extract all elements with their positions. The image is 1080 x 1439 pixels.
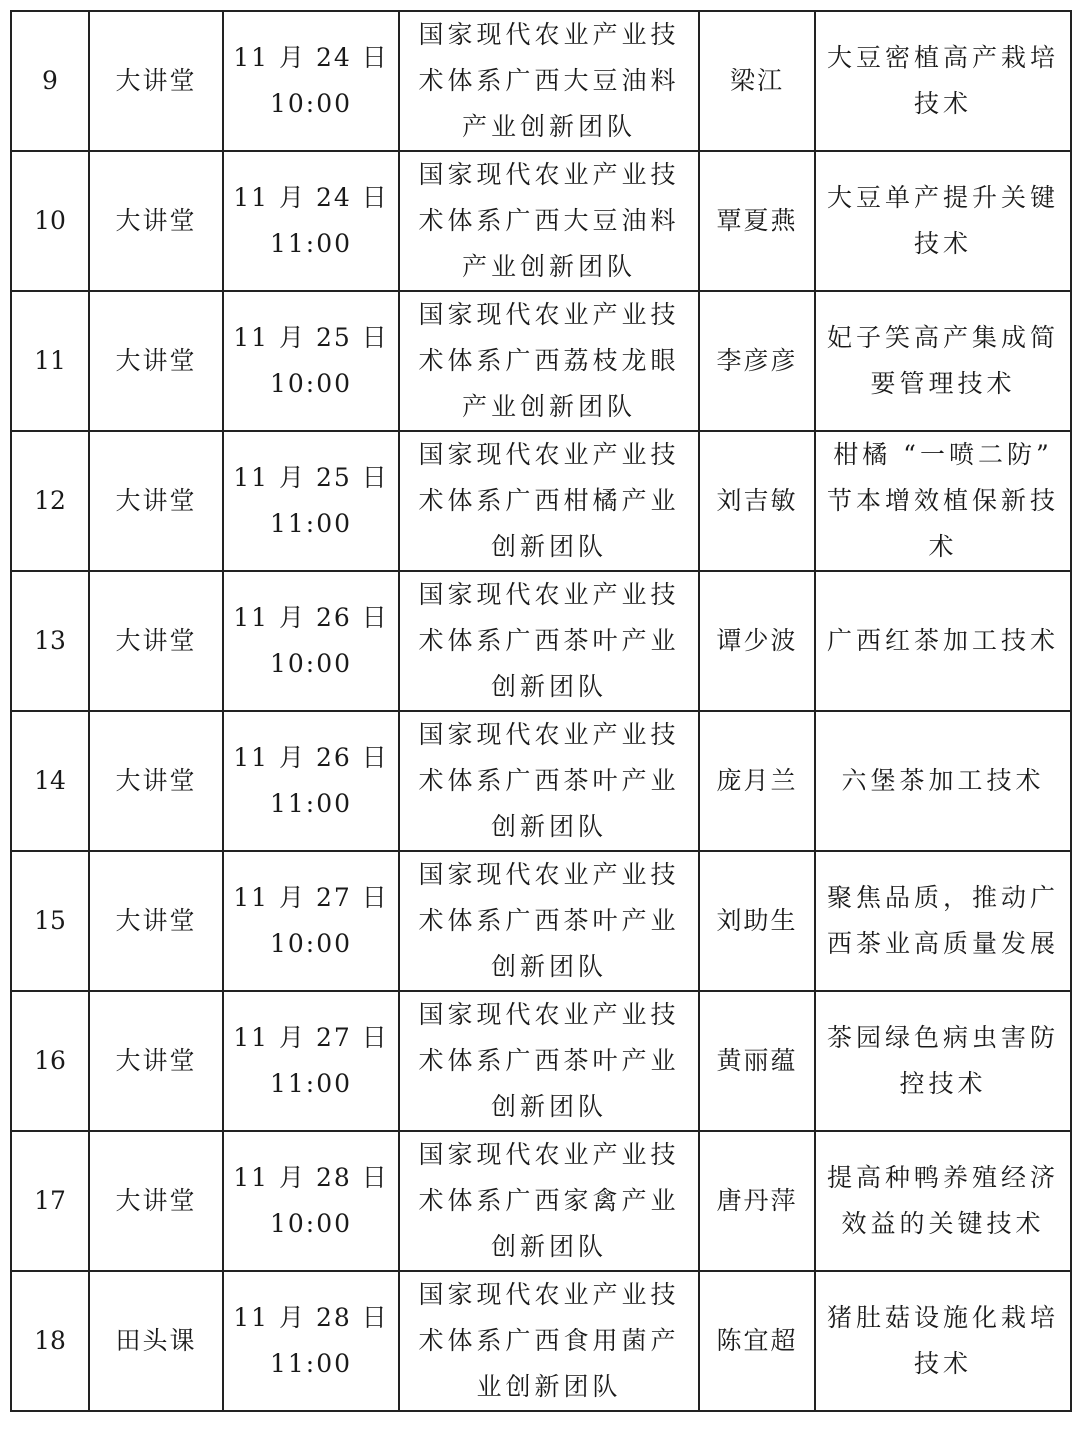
organization-cell-line: 国家现代农业产业技 (418, 20, 680, 49)
organization-cell-line: 术体系广西荔枝龙眼 (418, 346, 680, 375)
topic-cell (815, 571, 1071, 711)
organization-cell (399, 151, 699, 291)
activity-type-cell (89, 851, 223, 991)
organization-cell-line: 国家现代农业产业技 (418, 860, 680, 889)
topic-cell-line: 茶园绿色病虫害防 (826, 1023, 1059, 1052)
row-number-cell-line: 9 (42, 66, 58, 95)
organization-cell (399, 11, 699, 151)
row-number-cell (11, 11, 89, 151)
organization-cell-line: 国家现代农业产业技 (418, 1140, 680, 1169)
datetime-cell (223, 571, 399, 711)
topic-cell (815, 151, 1071, 291)
datetime-cell-line: 11 月 25 日 (233, 463, 389, 492)
organization-cell-line: 术体系广西茶叶产业 (418, 766, 680, 795)
speaker-cell (699, 1271, 815, 1411)
activity-type-cell-line: 大讲堂 (115, 1186, 197, 1215)
organization-cell-line: 术体系广西茶叶产业 (418, 1046, 680, 1075)
organization-cell (399, 711, 699, 851)
table-row (11, 571, 1071, 711)
organization-cell-line: 创新团队 (490, 1092, 607, 1121)
organization-cell-line: 产业创新团队 (461, 112, 636, 141)
activity-type-cell (89, 711, 223, 851)
table-row (11, 291, 1071, 431)
organization-cell-line: 国家现代农业产业技 (418, 580, 680, 609)
organization-cell-line: 术体系广西柑橘产业 (418, 486, 680, 515)
speaker-cell-line: 黄丽蕴 (716, 1046, 798, 1075)
organization-cell-line: 创新团队 (490, 1232, 607, 1261)
topic-cell-line: 控技术 (899, 1069, 987, 1098)
speaker-cell (699, 431, 815, 571)
datetime-cell (223, 1271, 399, 1411)
organization-cell (399, 991, 699, 1131)
speaker-cell-line: 梁江 (729, 66, 784, 95)
datetime-cell-line: 11 月 24 日 (233, 43, 389, 72)
schedule-table (10, 10, 1072, 1412)
speaker-cell-line: 唐丹萍 (716, 1186, 798, 1215)
topic-cell-line: 要管理技术 (870, 369, 1016, 398)
topic-cell-line: 柑橘 “一喷二防” (833, 440, 1053, 469)
row-number-cell (11, 851, 89, 991)
activity-type-cell-line: 大讲堂 (115, 206, 197, 235)
activity-type-cell (89, 1131, 223, 1271)
table-row (11, 711, 1071, 851)
organization-cell-line: 术体系广西茶叶产业 (418, 626, 680, 655)
organization-cell-line: 术体系广西大豆油料 (418, 206, 680, 235)
datetime-cell (223, 711, 399, 851)
table-row (11, 11, 1071, 151)
row-number-cell-line: 12 (34, 486, 66, 515)
datetime-cell-line: 11 月 26 日 (233, 603, 389, 632)
topic-cell-line: 西茶业高质量发展 (826, 929, 1059, 958)
activity-type-cell-line: 大讲堂 (115, 346, 197, 375)
organization-cell (399, 1271, 699, 1411)
organization-cell-line: 国家现代农业产业技 (418, 1000, 680, 1029)
datetime-cell-line: 10:00 (269, 369, 353, 398)
activity-type-cell (89, 291, 223, 431)
row-number-cell-line: 16 (34, 1046, 66, 1075)
speaker-cell-line: 李彦彦 (716, 346, 798, 375)
datetime-cell-line: 11 月 24 日 (233, 183, 389, 212)
topic-cell (815, 1271, 1071, 1411)
datetime-cell (223, 851, 399, 991)
topic-cell-line: 大豆密植高产栽培 (826, 43, 1059, 72)
organization-cell-line: 产业创新团队 (461, 392, 636, 421)
organization-cell-line: 创新团队 (490, 812, 607, 841)
organization-cell-line: 创新团队 (490, 672, 607, 701)
table-row (11, 851, 1071, 991)
speaker-cell (699, 151, 815, 291)
topic-cell (815, 711, 1071, 851)
row-number-cell (11, 151, 89, 291)
speaker-cell-line: 庞月兰 (716, 766, 798, 795)
topic-cell-line: 技术 (913, 229, 972, 258)
datetime-cell-line: 11 月 28 日 (233, 1303, 389, 1332)
activity-type-cell (89, 991, 223, 1131)
row-number-cell (11, 1271, 89, 1411)
schedule-body (11, 11, 1071, 1411)
activity-type-cell-line: 大讲堂 (115, 626, 197, 655)
organization-cell-line: 国家现代农业产业技 (418, 160, 680, 189)
topic-cell (815, 291, 1071, 431)
organization-cell-line: 创新团队 (490, 952, 607, 981)
datetime-cell-line: 10:00 (269, 649, 353, 678)
table-row (11, 991, 1071, 1131)
speaker-cell-line: 覃夏燕 (716, 206, 798, 235)
organization-cell-line: 术体系广西茶叶产业 (418, 906, 680, 935)
organization-cell (399, 571, 699, 711)
topic-cell-line: 妃子笑高产集成简 (826, 323, 1059, 352)
organization-cell (399, 291, 699, 431)
organization-cell-line: 术体系广西大豆油料 (418, 66, 680, 95)
table-row (11, 1271, 1071, 1411)
row-number-cell-line: 11 (34, 346, 66, 375)
row-number-cell-line: 17 (34, 1186, 66, 1215)
speaker-cell (699, 711, 815, 851)
speaker-cell (699, 1131, 815, 1271)
organization-cell-line: 产业创新团队 (461, 252, 636, 281)
topic-cell (815, 1131, 1071, 1271)
topic-cell-line: 提高种鸭养殖经济 (826, 1163, 1059, 1192)
row-number-cell (11, 1131, 89, 1271)
topic-cell (815, 11, 1071, 151)
organization-cell-line: 创新团队 (490, 532, 607, 561)
activity-type-cell-line: 田头课 (115, 1326, 197, 1355)
speaker-cell (699, 11, 815, 151)
topic-cell-line: 节本增效植保新技 (826, 486, 1059, 515)
row-number-cell-line: 15 (34, 906, 66, 935)
datetime-cell (223, 1131, 399, 1271)
topic-cell-line: 技术 (913, 1349, 972, 1378)
table-row (11, 151, 1071, 291)
datetime-cell-line: 11 月 27 日 (233, 883, 389, 912)
row-number-cell (11, 291, 89, 431)
speaker-cell (699, 851, 815, 991)
speaker-cell (699, 291, 815, 431)
activity-type-cell-line: 大讲堂 (115, 906, 197, 935)
speaker-cell (699, 991, 815, 1131)
datetime-cell (223, 11, 399, 151)
speaker-cell-line: 刘吉敏 (716, 486, 798, 515)
topic-cell (815, 991, 1071, 1131)
activity-type-cell (89, 431, 223, 571)
row-number-cell (11, 571, 89, 711)
row-number-cell-line: 14 (34, 766, 66, 795)
table-row (11, 1131, 1071, 1271)
organization-cell-line: 国家现代农业产业技 (418, 440, 680, 469)
organization-cell-line: 术体系广西家禽产业 (418, 1186, 680, 1215)
datetime-cell-line: 11:00 (269, 1069, 353, 1098)
datetime-cell (223, 291, 399, 431)
speaker-cell (699, 571, 815, 711)
datetime-cell-line: 11:00 (269, 509, 353, 538)
datetime-cell-line: 11 月 27 日 (233, 1023, 389, 1052)
activity-type-cell-line: 大讲堂 (115, 766, 197, 795)
topic-cell-line: 广西红茶加工技术 (826, 626, 1059, 655)
row-number-cell-line: 10 (34, 206, 66, 235)
datetime-cell (223, 151, 399, 291)
activity-type-cell (89, 571, 223, 711)
organization-cell-line: 国家现代农业产业技 (418, 720, 680, 749)
datetime-cell-line: 11 月 25 日 (233, 323, 389, 352)
organization-cell-line: 业创新团队 (476, 1372, 622, 1401)
row-number-cell (11, 431, 89, 571)
activity-type-cell-line: 大讲堂 (115, 66, 197, 95)
row-number-cell (11, 991, 89, 1131)
datetime-cell (223, 991, 399, 1131)
datetime-cell-line: 10:00 (269, 929, 353, 958)
activity-type-cell-line: 大讲堂 (115, 486, 197, 515)
organization-cell (399, 851, 699, 991)
activity-type-cell (89, 11, 223, 151)
organization-cell (399, 1131, 699, 1271)
activity-type-cell-line: 大讲堂 (115, 1046, 197, 1075)
row-number-cell (11, 711, 89, 851)
table-row (11, 431, 1071, 571)
topic-cell-line: 术 (928, 532, 958, 561)
organization-cell-line: 国家现代农业产业技 (418, 1280, 680, 1309)
speaker-cell-line: 谭少波 (716, 626, 798, 655)
topic-cell-line: 效益的关键技术 (841, 1209, 1045, 1238)
topic-cell-line: 猪肚菇设施化栽培 (826, 1303, 1059, 1332)
topic-cell-line: 技术 (913, 89, 972, 118)
organization-cell-line: 术体系广西食用菌产 (418, 1326, 680, 1355)
datetime-cell-line: 10:00 (269, 1209, 353, 1238)
datetime-cell-line: 11:00 (269, 229, 353, 258)
datetime-cell-line: 11:00 (269, 1349, 353, 1378)
topic-cell-line: 大豆单产提升关键 (826, 183, 1059, 212)
topic-cell (815, 431, 1071, 571)
organization-cell-line: 国家现代农业产业技 (418, 300, 680, 329)
datetime-cell-line: 11 月 26 日 (233, 743, 389, 772)
speaker-cell-line: 刘助生 (716, 906, 798, 935)
organization-cell (399, 431, 699, 571)
topic-cell (815, 851, 1071, 991)
datetime-cell (223, 431, 399, 571)
speaker-cell-line: 陈宜超 (716, 1326, 798, 1355)
topic-cell-line: 聚焦品质，推动广 (826, 883, 1059, 912)
row-number-cell-line: 13 (34, 626, 66, 655)
row-number-cell-line: 18 (34, 1326, 66, 1355)
datetime-cell-line: 10:00 (269, 89, 353, 118)
topic-cell-line: 六堡茶加工技术 (841, 766, 1045, 795)
activity-type-cell (89, 151, 223, 291)
datetime-cell-line: 11 月 28 日 (233, 1163, 389, 1192)
datetime-cell-line: 11:00 (269, 789, 353, 818)
activity-type-cell (89, 1271, 223, 1411)
